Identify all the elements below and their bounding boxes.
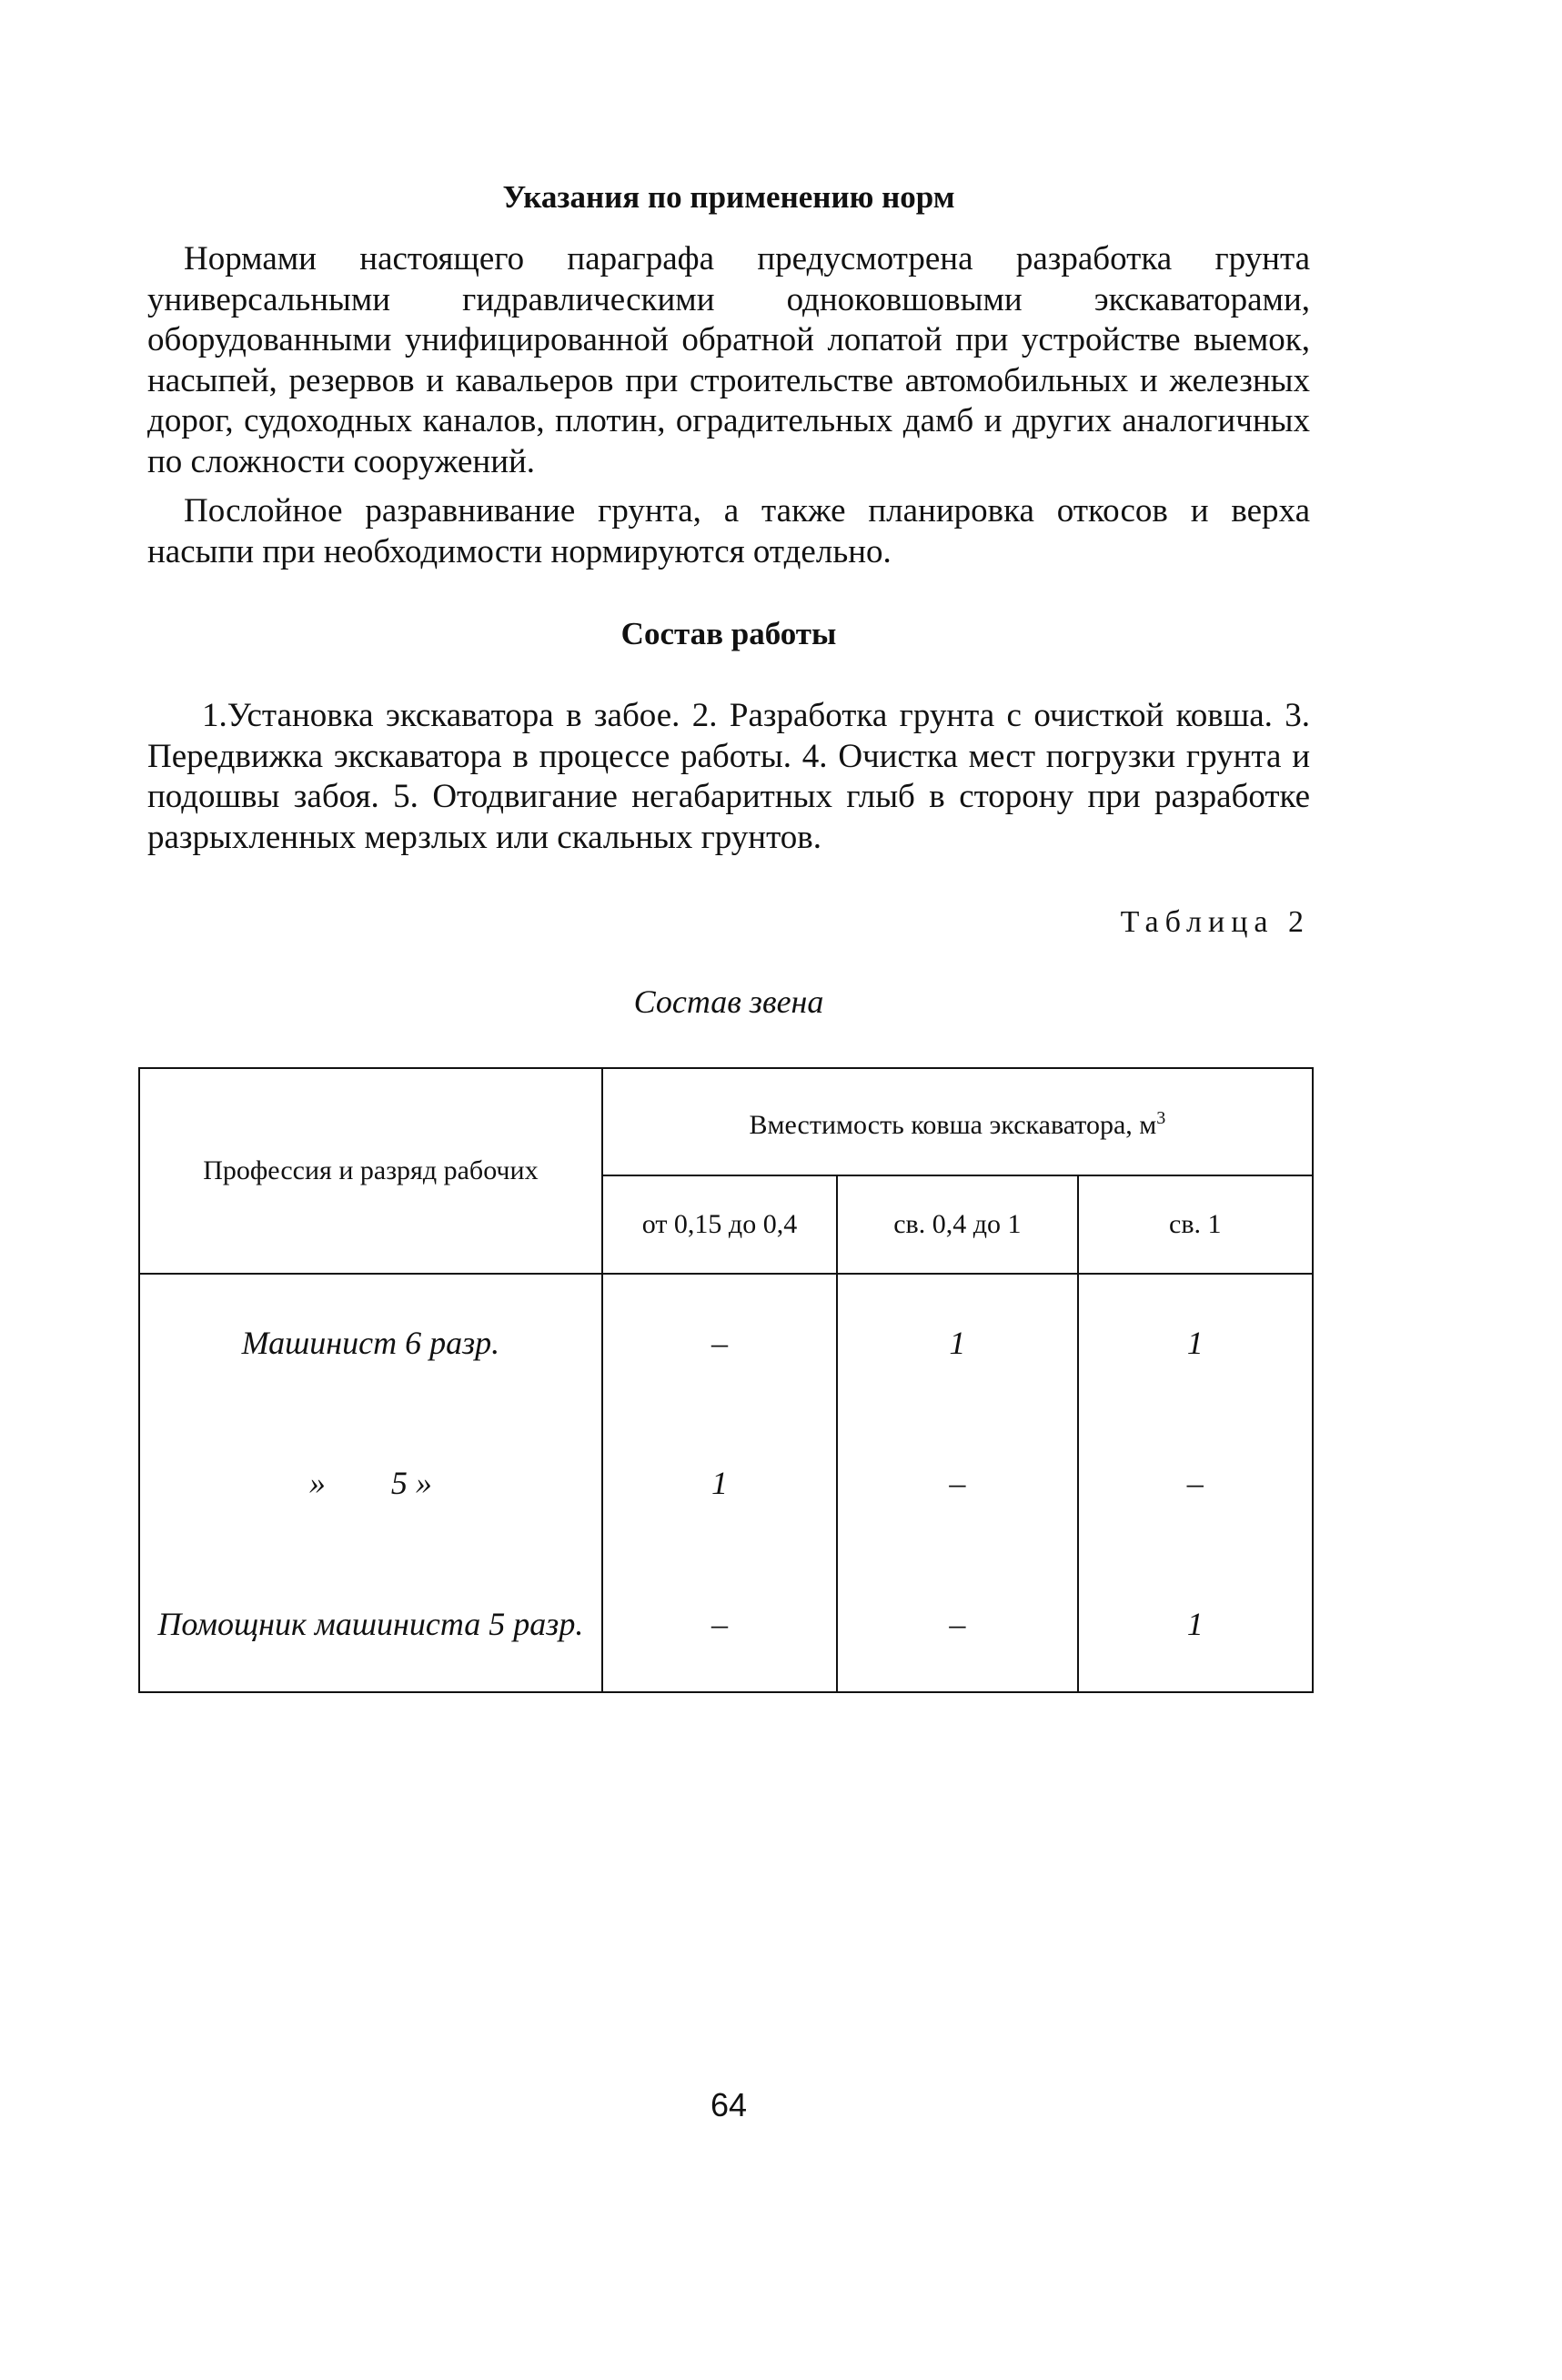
header-capacity xyxy=(602,1068,1313,1175)
row-profession: » 5 » xyxy=(139,1410,602,1556)
header-profession: Профессия и разряд рабочих xyxy=(139,1068,602,1274)
crew-table xyxy=(138,1067,1314,1693)
header-capacity-sup: 3 xyxy=(1156,1108,1166,1128)
row-value: – xyxy=(602,1274,837,1410)
table-number: Таблица 2 xyxy=(1120,905,1310,939)
row-value: 1 xyxy=(1078,1274,1313,1410)
table-title: Состав звена xyxy=(633,983,824,1020)
row-profession: Помощник машиниста 5 разр. xyxy=(139,1556,602,1692)
table-row xyxy=(139,1274,1313,1410)
row-value: – xyxy=(837,1556,1077,1692)
paragraph-norms-scope: Нормами настоящего параграфа предусмотрена разработка грунта универсальными гидравлическими одноковшовыми экскаваторами, оборудованными унифицированной обратной лопатой при устройстве выемок, насыпей, резервов и кавальеров при строительстве автомобильных и железных дорог, судоходных каналов, плотин, оградительных дамб и других аналогичных по сложности сооружений. xyxy=(147,240,1310,480)
row-value: – xyxy=(1078,1410,1313,1556)
row-value: – xyxy=(837,1410,1077,1556)
table-row xyxy=(139,1410,1313,1556)
row-value: – xyxy=(602,1556,837,1692)
header-col-medium: св. 0,4 до 1 xyxy=(837,1175,1077,1274)
section-heading-norms: Указания по применению норм xyxy=(502,179,955,215)
row-value: 1 xyxy=(837,1274,1077,1410)
row-value: 1 xyxy=(602,1410,837,1556)
header-capacity-text: Вместимость ковша экскаватора, м xyxy=(749,1110,1157,1140)
paragraph-work-steps: 1.Установка экскаватора в забое. 2. Разработка грунта с очисткой ковша. 3. Передвижка экскаватора в процессе работы. 4. Очистка мест погрузки грунта и подошвы забоя. 5. Отодвигание негабаритных глыб в сторону при разработке разрыхленных мерзлых или скальных грунтов. xyxy=(147,697,1310,856)
row-profession: Машинист 6 разр. xyxy=(139,1274,602,1410)
page-number: 64 xyxy=(710,2086,748,2123)
header-col-small: от 0,15 до 0,4 xyxy=(602,1175,837,1274)
section-heading-work-composition: Состав работы xyxy=(620,616,837,651)
row-value: 1 xyxy=(1078,1556,1313,1692)
table-row xyxy=(139,1556,1313,1692)
header-col-large: св. 1 xyxy=(1078,1175,1313,1274)
paragraph-leveling: Послойное разравнивание грунта, а также планировка откосов и верха насыпи при необходимости нормируются отдельно. xyxy=(147,492,1310,570)
